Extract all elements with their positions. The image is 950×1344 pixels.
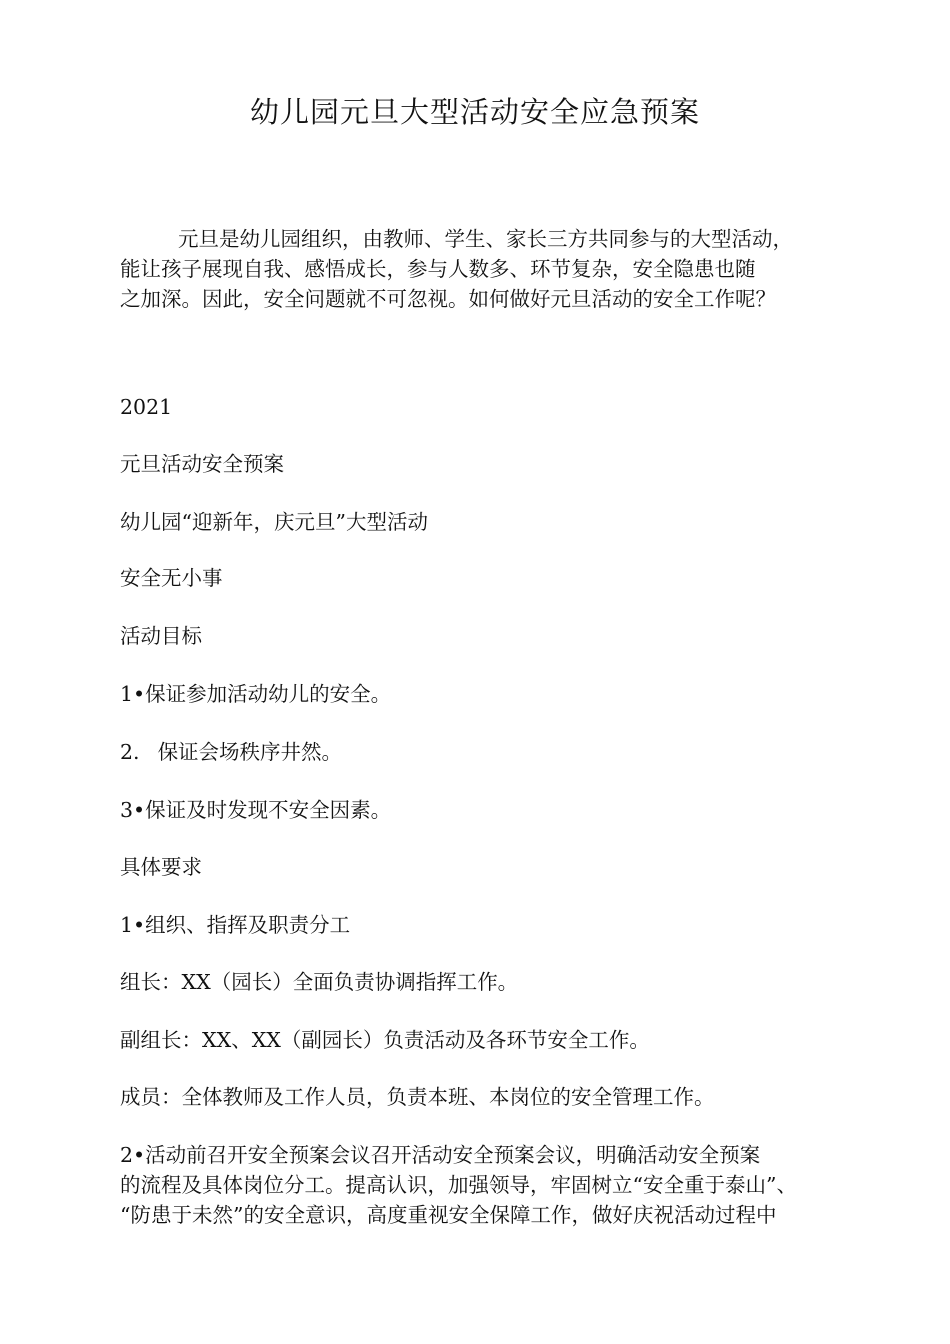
goal-item: 3•保证及时发现不安全因素。 (120, 798, 392, 822)
slogan: 安全无小事 (120, 566, 223, 590)
document-title: 幼儿园元旦大型活动安全应急预案 (249, 95, 700, 129)
intro-line: 之加深。因此，安全问题就不可忽视。如何做好元旦活动的安全工作呢？ (120, 287, 776, 311)
plan-title: 元旦活动安全预案 (120, 452, 284, 476)
goal-text: 保证会场秩序井然。 (157, 740, 343, 764)
requirement-paragraph (120, 1140, 860, 1230)
intro-line: 能让孩子展现自我、感悟成长，参与人数多、环节复杂，安全隐患也随 (120, 257, 756, 281)
paragraph-line: “防患于未然”的安全意识，高度重视安全保障工作，做好庆祝活动过程中 (120, 1203, 777, 1227)
deputy-line: 副组长：XX、XX（副园长）负责活动及各环节安全工作。 (120, 1028, 650, 1052)
leader-line: 组长：XX（园长）全面负责协调指挥工作。 (120, 970, 519, 994)
goal-number: 2. (120, 740, 140, 764)
intro-paragraph (120, 224, 850, 314)
paragraph-line: 的流程及具体岗位分工。提高认识，加强领导，牢固树立“安全重于泰山”、 (120, 1173, 797, 1197)
members-line: 成员：全体教师及工作人员，负责本班、本岗位的安全管理工作。 (120, 1085, 715, 1109)
event-title: 幼儿园“迎新年，庆元旦”大型活动 (120, 510, 428, 534)
paragraph-line: 2•活动前召开安全预案会议召开活动安全预案会议，明确活动安全预案 (120, 1143, 761, 1167)
intro-line: 元旦是幼儿园组织，由教师、学生、家长三方共同参与的大型活动， (178, 227, 793, 251)
year-line: 2021 (120, 395, 173, 419)
goal-item (120, 737, 342, 767)
goal-item: 1•保证参加活动幼儿的安全。 (120, 682, 392, 706)
requirement-heading: 1•组织、指挥及职责分工 (120, 913, 351, 937)
requirements-heading: 具体要求 (120, 855, 202, 879)
goals-heading: 活动目标 (120, 624, 202, 648)
